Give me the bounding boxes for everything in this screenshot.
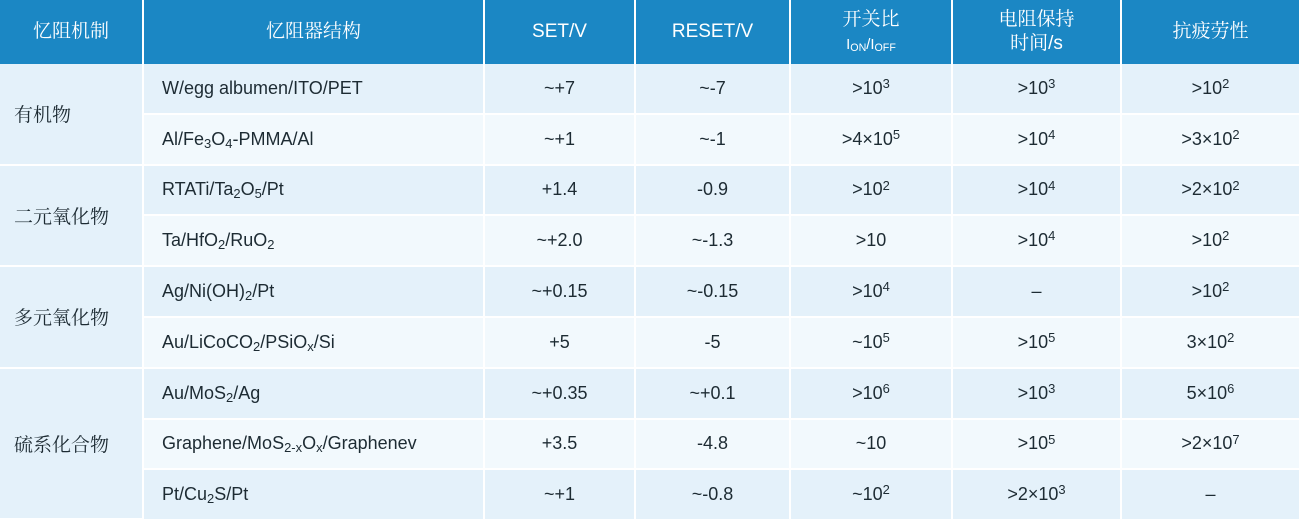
header-row — [0, 0, 1299, 64]
cell-endurance: $>2\times 10^2$ — [1121, 165, 1299, 216]
cell-endurance: – — [1121, 469, 1299, 519]
header-sublabel-retention: 时间/s — [1010, 33, 1063, 54]
header-label-set: SET/V — [532, 21, 587, 43]
cell-ratio: $>10^2$ — [790, 165, 952, 216]
cell-retention: – — [952, 266, 1121, 317]
table-row — [0, 215, 1299, 266]
table-row — [0, 419, 1299, 470]
cell-set: ~+1 — [484, 469, 635, 519]
cell-structure: Graphene/$MoS_{2-x}O_x$/Graphenev — [143, 419, 484, 470]
cell-endurance: $5\times 10^6$ — [1121, 368, 1299, 419]
cell-set: ~+1 — [484, 114, 635, 165]
cell-set: ~+7 — [484, 64, 635, 114]
cell-mechanism: 多元氧化物 — [0, 266, 143, 368]
header-label-structure: 忆阻器结构 — [265, 21, 361, 43]
table-row — [0, 165, 1299, 216]
cell-reset: -4.8 — [635, 419, 790, 470]
cell-structure: RTATi/$Ta_2O_5/Pt$ — [143, 165, 484, 216]
cell-endurance: $>2\times 10^7$ — [1121, 419, 1299, 470]
column-header-ratio — [790, 0, 952, 64]
column-header-structure — [143, 0, 484, 64]
cell-reset: ~-7 — [635, 64, 790, 114]
table-row — [0, 317, 1299, 368]
table-row — [0, 266, 1299, 317]
cell-ratio: $\sim 10^5$ — [790, 317, 952, 368]
table-header — [0, 0, 1299, 64]
cell-retention: $>10^4$ — [952, 215, 1121, 266]
cell-ratio: ~10 — [790, 419, 952, 470]
cell-structure: $Pt/Cu_2S/Pt$ — [143, 469, 484, 519]
cell-structure: Au/LiCoCO$_2$/PSiO$_x$/Si — [143, 317, 484, 368]
cell-retention: $>10^4$ — [952, 114, 1121, 165]
cell-reset: ~-1 — [635, 114, 790, 165]
cell-ratio: $>10^6$ — [790, 368, 952, 419]
cell-set: +3.5 — [484, 419, 635, 470]
cell-set: ~+2.0 — [484, 215, 635, 266]
column-header-endurance — [1121, 0, 1299, 64]
cell-ratio: $>10^4$ — [790, 266, 952, 317]
table-body — [0, 64, 1299, 519]
cell-retention: $>10^5$ — [952, 419, 1121, 470]
cell-reset: -0.9 — [635, 165, 790, 216]
cell-structure: Au/MoS$_2$/Ag — [143, 368, 484, 419]
cell-set: +5 — [484, 317, 635, 368]
table-row — [0, 469, 1299, 519]
header-label-reset: RESET/V — [671, 21, 754, 43]
table-row — [0, 368, 1299, 419]
cell-reset: -5 — [635, 317, 790, 368]
cell-structure: W/egg albumen/ITO/PET — [143, 64, 484, 114]
cell-set: ~+0.35 — [484, 368, 635, 419]
table-row — [0, 64, 1299, 114]
cell-set: +1.4 — [484, 165, 635, 216]
header-label-retention: 电阻保持 — [998, 9, 1075, 31]
cell-reset: ~-0.15 — [635, 266, 790, 317]
header-label-ratio: 开关比 — [842, 9, 900, 31]
cell-reset: ~-0.8 — [635, 469, 790, 519]
header-label-endurance: 抗疲劳性 — [1172, 21, 1249, 43]
cell-retention: $>10^3$ — [952, 64, 1121, 114]
cell-endurance: $>10^2$ — [1121, 215, 1299, 266]
cell-endurance: $>10^2$ — [1121, 266, 1299, 317]
cell-retention: $>10^5$ — [952, 317, 1121, 368]
cell-structure: $Al/Fe_3O_4-PMMA/Al$ — [143, 114, 484, 165]
column-header-set — [484, 0, 635, 64]
cell-ratio: $>4\times 10^5$ — [790, 114, 952, 165]
cell-set: ~+0.15 — [484, 266, 635, 317]
cell-endurance: $>3\times 10^2$ — [1121, 114, 1299, 165]
column-header-reset — [635, 0, 790, 64]
header-label-mechanism: 忆阻机制 — [32, 21, 109, 43]
cell-ratio: $>10^3$ — [790, 64, 952, 114]
header-sublabel-ratio: $I_{ON}/I_{OFF}$ — [846, 37, 896, 55]
cell-ratio: $\sim 10^2$ — [790, 469, 952, 519]
cell-mechanism: 二元氧化物 — [0, 165, 143, 267]
cell-reset: ~+0.1 — [635, 368, 790, 419]
cell-structure: Ta/HfO$_2$/RuO$_2$ — [143, 215, 484, 266]
cell-retention: $>10^4$ — [952, 165, 1121, 216]
cell-mechanism: 硫系化合物 — [0, 368, 143, 519]
column-header-mechanism — [0, 0, 143, 64]
cell-reset: ~-1.3 — [635, 215, 790, 266]
cell-structure: $Ag/Ni(OH)_2/Pt$ — [143, 266, 484, 317]
cell-endurance: $>10^2$ — [1121, 64, 1299, 114]
column-header-retention — [952, 0, 1121, 64]
cell-mechanism: 有机物 — [0, 64, 143, 165]
cell-ratio: >10 — [790, 215, 952, 266]
cell-retention: $>10^3$ — [952, 368, 1121, 419]
cell-retention: $>2\times 10^3$ — [952, 469, 1121, 519]
cell-endurance: $3\times 10^2$ — [1121, 317, 1299, 368]
table-row — [0, 114, 1299, 165]
